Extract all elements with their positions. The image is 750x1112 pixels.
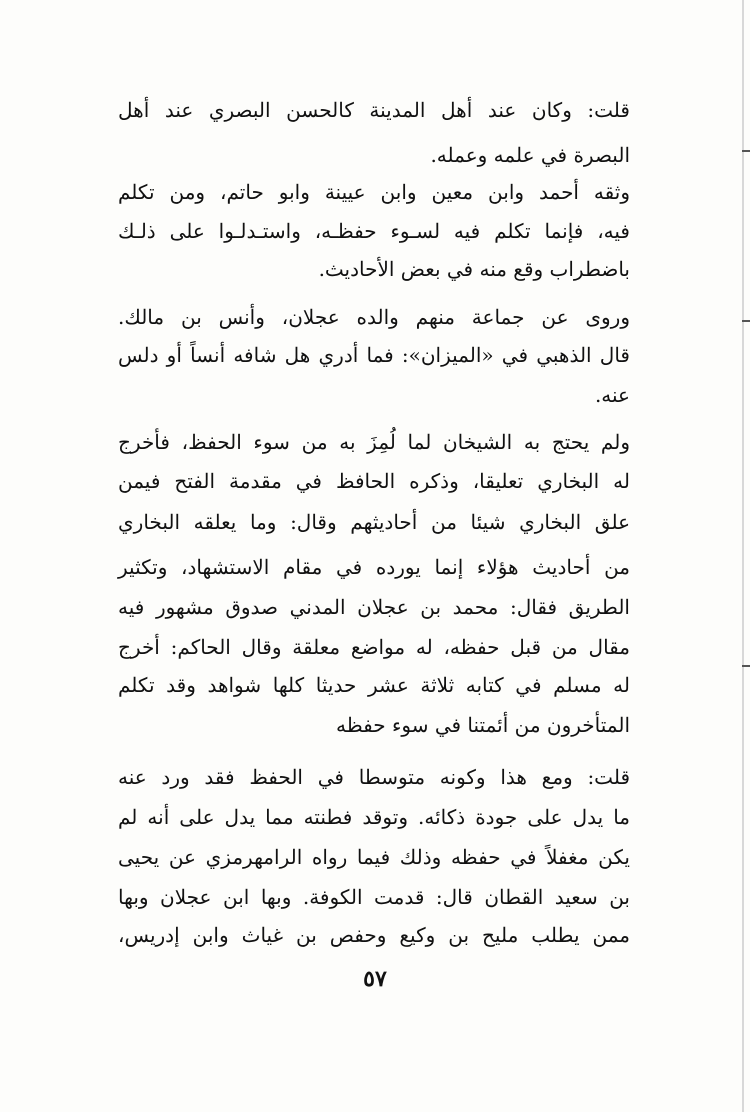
text-line: ممن يطلب مليح بن وكيع وحفص بن غياث وابن إدريس،	[118, 923, 630, 947]
text-line: عنه.	[594, 383, 630, 407]
text-line: قلت: وكان عند أهل المدينة كالحسن البصري عند أهل	[118, 98, 630, 122]
text-line: يكن مغفلاً في حفظه وذلك فيما رواه الرامهرمزي عن يحيى	[118, 845, 630, 869]
text-line: ما يدل على جودة ذكائه. وتوقد فطنته مما يدل على أنه لم	[118, 805, 630, 829]
edge-mark	[742, 320, 750, 322]
page-edge	[742, 0, 744, 1112]
text-line: ولم يحتج به الشيخان لما لُمِزَ به من سوء الحفظ، فأخرج	[118, 430, 630, 454]
text-line: من أحاديث هؤلاء إنما يورده في مقام الاستشهاد، وتكثير	[118, 555, 630, 579]
text-line: الطريق فقال: محمد بن عجلان المدني صدوق مشهور فيه	[118, 595, 630, 619]
text-line: قلت: ومع هذا وكونه متوسطا في الحفظ فقد ورد عنه	[118, 765, 630, 789]
text-line: بن سعيد القطان قال: قدمت الكوفة. وبها ابن عجلان وبها	[118, 885, 630, 909]
text-line: له مسلم في كتابه ثلاثة عشر حديثا كلها شواهد وقد تكلم	[118, 673, 631, 697]
text-line: علق البخاري شيئا من أحاديثهم وقال: وما يعلقه البخاري	[118, 510, 630, 534]
edge-mark	[742, 665, 750, 667]
text-line: وروى عن جماعة منهم والده عجلان، وأنس بن مالك.	[118, 305, 630, 329]
text-line: وثقه أحمد وابن معين وابن عيينة وابو حاتم، ومن تكلم	[118, 180, 630, 204]
text-line: مقال من قبل حفظه، له مواضع معلقة وقال الحاكم: أخرج	[118, 635, 630, 659]
page-number: ٥٧	[363, 966, 387, 992]
text-line: المتأخرون من أئمتنا في سوء حفظه	[336, 713, 630, 737]
text-line: البصرة في علمه وعمله.	[430, 143, 630, 167]
text-line: فيه، فإنما تكلم فيه لسـوء حفظـه، واستـدلـوا على ذلـك	[118, 219, 630, 243]
edge-mark	[742, 150, 750, 152]
text-line: له البخاري تعليقا، وذكره الحافظ في مقدمة الفتح فيمن	[118, 469, 630, 493]
text-line: قال الذهبي في «الميزان»: فما أدري هل شافه أنساً أو دلس	[118, 343, 630, 367]
text-line: باضطراب وقع منه في بعض الأحاديث.	[318, 257, 630, 281]
